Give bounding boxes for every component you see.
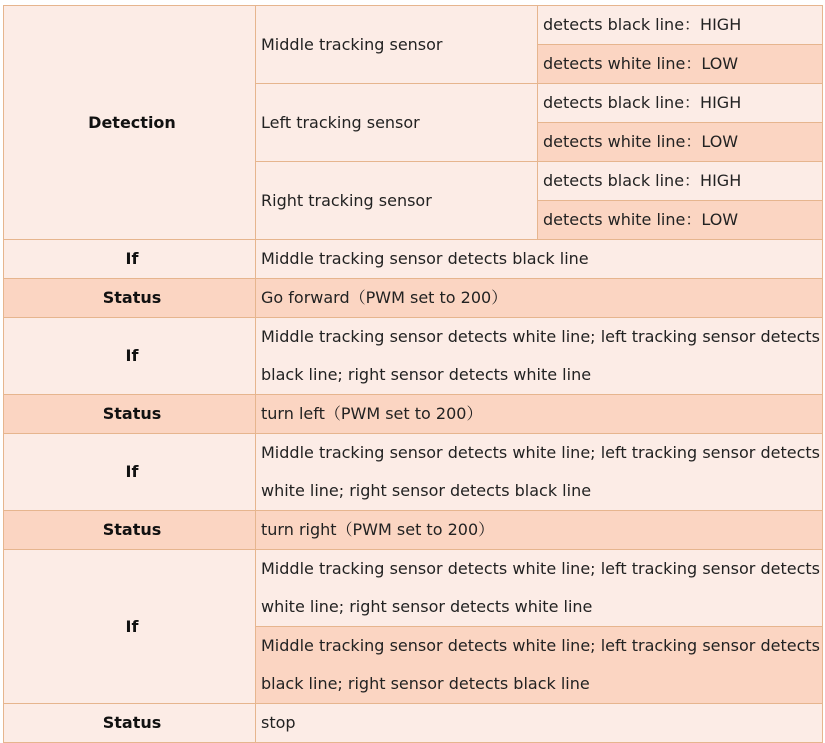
if-label: If [4,434,256,511]
sensor-middle-black: detects black line：HIGH [538,6,823,45]
if-condition-text: Middle tracking sensor detects white line; left tracking sensor detects black line; right sensor detects black line [261,636,820,693]
if-condition-text: Middle tracking sensor detects white line; left tracking sensor detects white line; right sensor detects black line [261,443,820,500]
table-row [4,550,823,627]
sensor-name-left: Left tracking sensor [256,84,538,162]
if-label: If [4,240,256,279]
sensor-right-white: detects white line：LOW [538,201,823,240]
if-label: If [4,318,256,395]
table-row [4,395,823,434]
if-condition [256,434,823,511]
if-condition-text: Middle tracking sensor detects white line; left tracking sensor detects black line; right sensor detects white line [261,327,820,384]
if-condition-text: Middle tracking sensor detects white line; left tracking sensor detects white line; right sensor detects white line [261,559,820,616]
table-row [4,318,823,395]
table-row [4,704,823,743]
status-label: Status [4,511,256,550]
sensor-left-white: detects white line：LOW [538,123,823,162]
table-row [4,279,823,318]
status-label: Status [4,279,256,318]
status-label: Status [4,704,256,743]
status-action: turn right（PWM set to 200） [256,511,823,550]
if-condition [256,550,823,627]
status-action: turn left（PWM set to 200） [256,395,823,434]
table-row [4,434,823,511]
line-tracking-table [3,5,823,743]
table-row [4,240,823,279]
table-row [4,6,823,45]
if-condition [256,318,823,395]
status-action: stop [256,704,823,743]
detection-label: Detection [4,6,256,240]
sensor-right-black: detects black line：HIGH [538,162,823,201]
table-row [4,511,823,550]
sensor-middle-white: detects white line：LOW [538,45,823,84]
if-condition [256,627,823,704]
sensor-name-middle: Middle tracking sensor [256,6,538,84]
sensor-name-right: Right tracking sensor [256,162,538,240]
status-action: Go forward（PWM set to 200） [256,279,823,318]
sensor-left-black: detects black line：HIGH [538,84,823,123]
if-condition: Middle tracking sensor detects black line [256,240,823,279]
status-label: Status [4,395,256,434]
if-label: If [4,550,256,704]
